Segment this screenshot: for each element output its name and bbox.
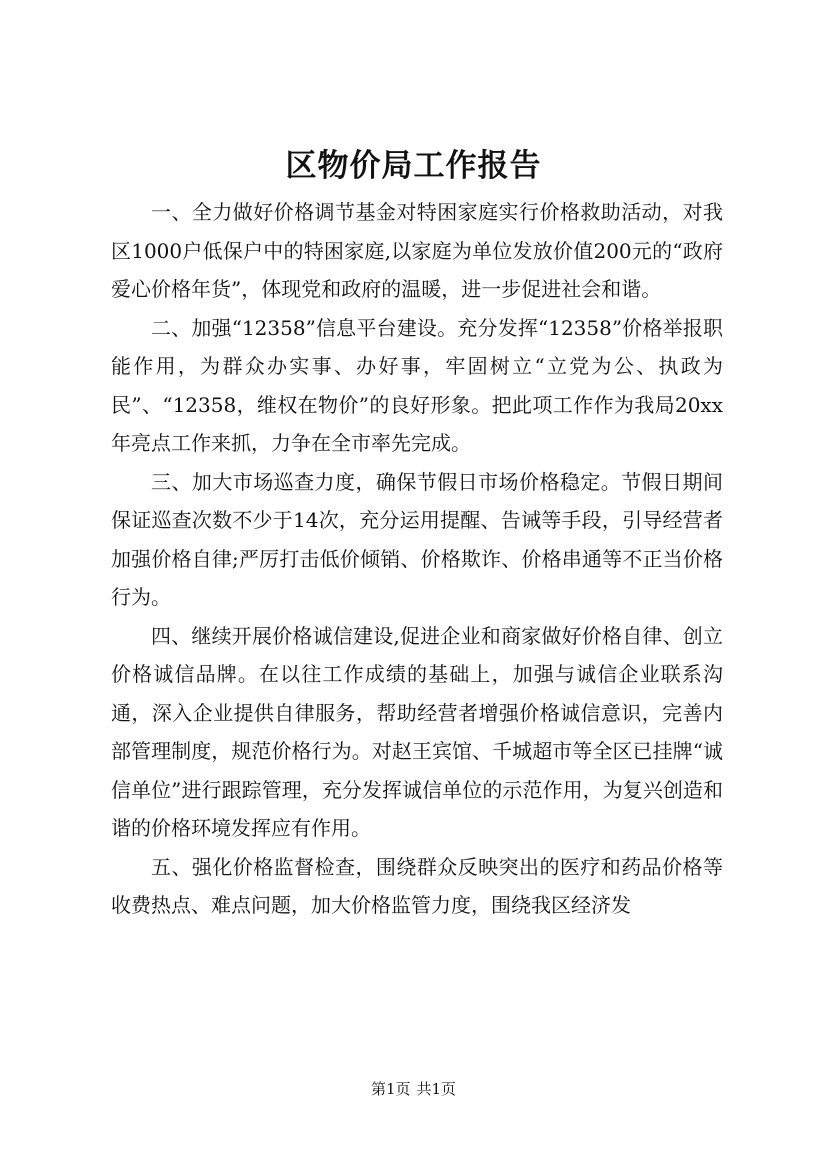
document-title: 区物价局工作报告	[285, 148, 542, 184]
paragraph-2: 二、加强“12358”信息平台建设。充分发挥“12358”价格举报职能作用，为群众办实事、办好事，牢固树立“立党为公、执政为民”、“12358，维权在物价”的良好形象。把此项工作作为我局20xx年亮点工作来抓，力争在全市率先完成。	[111, 315, 723, 455]
paragraph-3: 三、加大市场巡查力度，确保节假日市场价格稳定。节假日期间保证巡查次数不少于14次，充分运用提醒、告诫等手段，引导经营者加强价格自律;严厉打击低价倾销、价格欺诈、价格串通等不正当价格行为。	[111, 469, 723, 609]
paragraph-1: 一、全力做好价格调节基金对特困家庭实行价格救助活动，对我区1000户低保户中的特困家庭,以家庭为单位发放价值200元的“政府爱心价格年货”，体现党和政府的温暖，进一步促进社会和谐。	[111, 200, 723, 301]
page-number: 第1页	[370, 1080, 411, 1098]
paragraph-4: 四、继续开展价格诚信建设,促进企业和商家做好价格自律、创立价格诚信品牌。在以往工作成绩的基础上，加强与诚信企业联系沟通，深入企业提供自律服务，帮助经营者增强价格诚信意识，完善内部管理制度，规范价格行为。对赵王宾馆、千城超市等全区已挂牌“诚信单位”进行跟踪管理，充分发挥诚信单位的示范作用，为复兴创造和谐的价格环境发挥应有作用。	[111, 623, 723, 840]
page-footer	[0, 1079, 827, 1099]
paragraph-5: 五、强化价格监督检查，围绕群众反映突出的医疗和药品价格等收费热点、难点问题，加大价格监管力度，围绕我区经济发	[111, 854, 723, 917]
page-total: 共1页	[416, 1080, 457, 1098]
document-body	[111, 193, 723, 925]
